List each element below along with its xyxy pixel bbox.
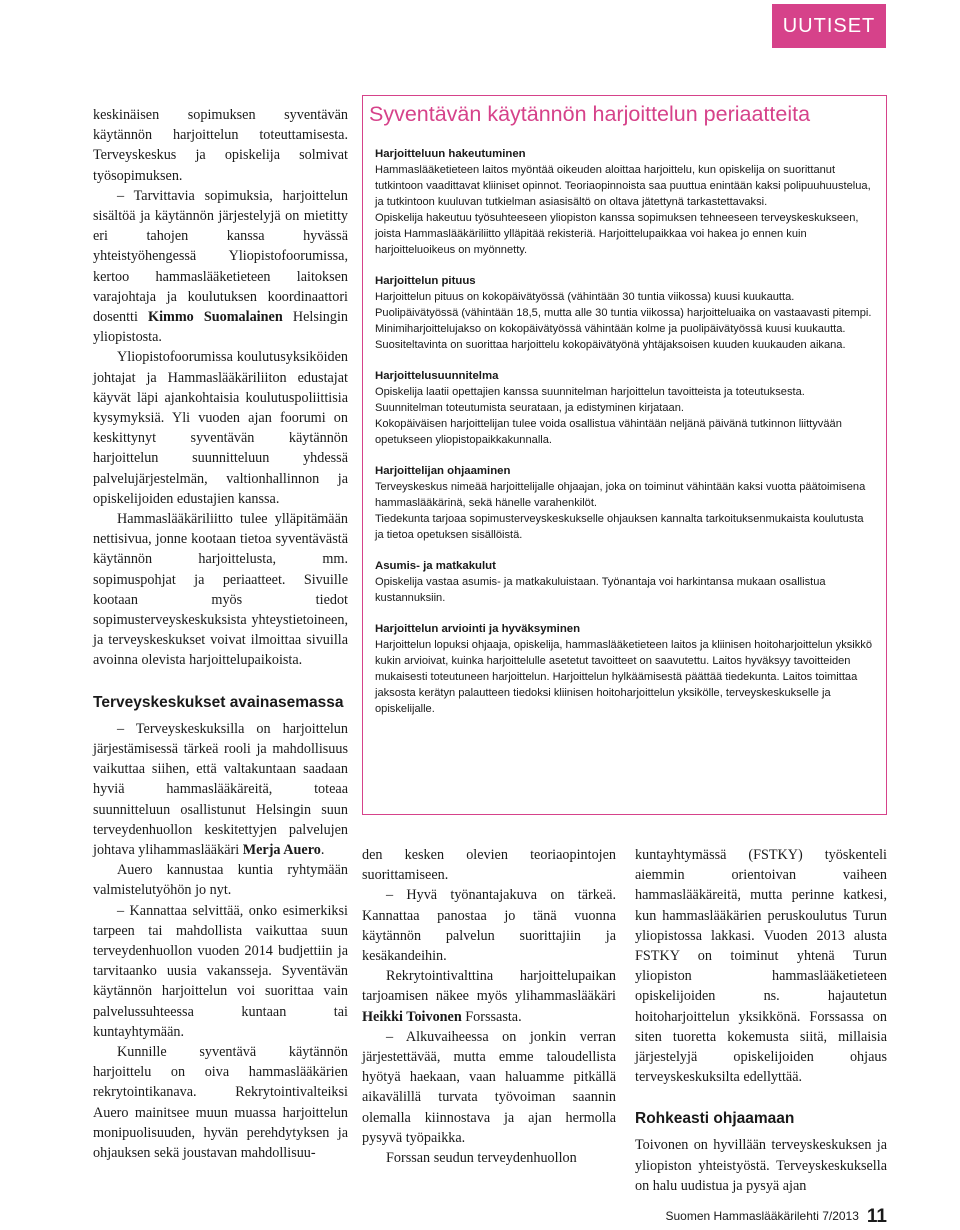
info-section-heading: Harjoitteluun hakeutuminen (375, 148, 526, 160)
info-section-heading: Harjoittelun pituus (375, 275, 476, 287)
info-paragraph: Opiskelija hakeutuu työsuhteeseen yliopiston kanssa sopimuksen tehneeseen terveyskeskukseen, joista Hammaslääkäriliitto ylläpitää rekisteriä. Harjoittelupaikkaa voi hakea jo ennen kuin harjoitteluoikeus on myönnetty. (375, 212, 859, 256)
paragraph: Forssan seudun terveydenhuollon (386, 1150, 577, 1167)
info-section (375, 146, 875, 258)
paragraph: kuntayhtymässä (FSTKY) työskenteli aiemmin orientoivan vaiheen hammaslääkäreitä, mutta perinne katkesi, kun hammaslääkärien peruskoulutus Turun yliopistossa lakkasi. Vuoden 2013 alusta FSTKY on toiminut yhtenä Turun yliopiston hammaslääketieteen opiskelijoiden ns. hajautetun hoitoharjoittelun yksikkönä. Forssassa on siten tuoretta kokemusta siitä, millaisia järjestelyjä opiskelijoiden ohjaus terveyskeskuksilta edellyttää. (635, 847, 887, 1086)
info-box-title: Syventävän käytännön harjoittelun periaatteita (369, 102, 811, 126)
info-paragraph: Harjoittelun lopuksi ohjaaja, opiskelija, hammaslääketieteen laitos ja kliinisen hoitoharjoittelun yksikkö kukin arvioivat, kuinka harjoittelulle asetetut tavoitteet on saavutettu. Laitos hyväksyy tavoitteiden mukaisesti toteutuneen harjoittelun. Harjoittelun hylkäämisestä päättää tiedekunta. Laitos toimittaa jaksosta kerätyn palautteen tiedoksi kliinisen hoitoharjoittelun yksikölle, terveyskeskukselle ja opiskelijalle. (375, 639, 873, 715)
info-section (375, 463, 875, 543)
info-paragraph: Opiskelija vastaa asumis- ja matkakuluistaan. Työnantaja voi harkintansa mukaan osallistua kustannuksiin. (375, 576, 826, 604)
paragraph: keskinäisen sopimuksen syventävän käytännön harjoittelun toteuttamisesta. Terveyskeskus ja opiskelija solmivat työsopimuksen. (93, 107, 348, 184)
subheading: Terveyskeskukset avainasemassa (93, 693, 344, 711)
info-paragraph: Opiskelija laatii opettajien kanssa suunnitelman harjoittelun tavoitteista ja toteutuksesta. Suunnitelman toteutumista seurataan, ja edistyminen kirjataan. (375, 386, 805, 414)
person-name: Merja Auero (242, 841, 321, 858)
paragraph: Toivonen on hyvillään terveyskeskuksen ja yliopiston yhteistyöstä. Terveyskeskuksella on halu uudistua ja pysyä ajan (635, 1137, 887, 1194)
info-section (375, 621, 875, 717)
article-column-3 (635, 845, 887, 1196)
paragraph: Yliopistofoorumissa koulutusyksiköiden johtajat ja Hammaslääkäriliiton edustajat käyvät läpi ajankohtaisia koulutuspoliittisia kysymyksiä. Yli vuoden ajan foorumi on keskittynyt syventävän käytännön harjoittelun suunnitteluun yhdessä palvelujärjestelmän, valtionhallinnon ja opiskelijoiden edustajien kanssa. (93, 349, 348, 507)
info-section (375, 368, 875, 448)
info-paragraph: Tiedekunta tarjoaa sopimusterveyskeskukselle ohjauksen kannalta tarkoituksenmukaista koulutusta ja tietoa opetuksen sisällöistä. (375, 513, 864, 541)
text: Forssasta. (461, 1008, 522, 1025)
article-column-2 (362, 845, 616, 1168)
paragraph: – Kannattaa selvittää, onko esimerkiksi tarpeen tai mahdollista vaikuttaa suun terveydenhuollon vuoden 2014 budjettiin ja tarvitaanko uusia vakansseja. Syventävän käytännön harjoittelun voi suorittaa vain palvelussuhteessa kuntaan tai kuntayhtymään. (93, 902, 348, 1040)
section-tag: UUTISET (772, 4, 886, 48)
info-box (362, 95, 887, 815)
info-paragraph: Minimiharjoittelujakso on kokopäivätyössä vähintään kolme ja puolipäivätyössä kuusi kuukautta. Suositeltavinta on suorittaa harjoittelu kokopäivätyönä yhtäjaksoisen kuuden kuukauden aikana. (375, 323, 846, 351)
paragraph (362, 966, 616, 1027)
info-section-heading: Harjoittelijan ohjaaminen (375, 465, 511, 477)
person-name: Kimmo Suomalainen (148, 309, 283, 326)
paragraph: Hammaslääkäriliitto tulee ylläpitämään nettisivua, jonne kootaan tietoa syventävästä käytännön harjoittelusta, mm. sopimuspohjat ja periaatteet. Sivuille kootaan myös tiedot sopimusterveyskeskuksista yhteystietoineen, ja terveyskeskukset voivat ilmoittaa sivuilla avoinna olevista harjoittelupaikoista. (93, 511, 348, 669)
page-footer (665, 1206, 887, 1228)
article-column-1 (93, 105, 348, 1163)
subheading: Rohkeasti ohjaamaan (635, 1110, 795, 1128)
info-section (375, 558, 875, 606)
info-box-content (375, 146, 875, 732)
paragraph: den kesken olevien teoriaopintojen suorittamiseen. (362, 847, 616, 884)
text: – Terveyskeskuksilla on harjoittelun järjestämisessä tärkeä rooli ja mahdollisuus vaikuttaa siihen, että valtakuntaan saadaan hyviä hammaslääkäreitä, toteaa suunnitteluun osallistunut Helsingin suun terveydenhuollon keskitettyjen palvelujen johtava ylihammaslääkäri (93, 720, 348, 858)
info-section-heading: Asumis- ja matkakulut (375, 560, 496, 572)
info-paragraph: Harjoittelun pituus on kokopäivätyössä (vähintään 30 tuntia viikossa) kuusi kuukautta. Puolipäivätyössä (vähintään 18,5, mutta alle 30 tuntia viikossa) harjoitteluaika on vastaavasti pitempi. (375, 291, 872, 319)
info-section-heading: Harjoittelusuunnitelma (375, 370, 499, 382)
text: Helsingin yliopistosta. (93, 309, 348, 346)
person-name: Heikki Toivonen (362, 1008, 462, 1025)
paragraph: – Hyvä työnantajakuva on tärkeä. Kannattaa panostaa jo tänä vuonna käytännön palvelun suorittajiin ja kesäkandeihin. (362, 887, 616, 965)
paragraph (93, 186, 348, 348)
paragraph: Auero kannustaa kuntia ryhtymään valmistelutyöhön jo nyt. (93, 862, 348, 899)
info-section (375, 273, 875, 353)
info-paragraph: Terveyskeskus nimeää harjoittelijalle ohjaajan, joka on toiminut vähintään kaksi vuotta päätoimisena hammaslääkärinä, sekä hänelle varahenkilöt. (375, 481, 866, 509)
text: – Tarvittavia sopimuksia, harjoittelun sisältöä ja käytännön järjestelyjä on mietitty eri tahojen kanssa hyvässä yhteistyöhengessä Yliopistofoorumissa, kertoo hammaslääketieteen laitoksen varajohtaja ja koulutuksen koordinaattori dosentti (93, 187, 348, 326)
paragraph: Kunnille syventävä käytännön harjoittelu on oiva hammaslääkärien rekrytointikanava. Rekrytointivalteiksi Auero mainitsee muun muassa harjoittelun monipuolisuuden, hyvän perehdytyksen ja ohjauksen sekä joustavan mahdollisuu- (93, 1043, 348, 1161)
text: . (320, 841, 325, 858)
info-section-heading: Harjoittelun arviointi ja hyväksyminen (375, 623, 581, 635)
paragraph (93, 719, 348, 860)
info-paragraph: Kokopäiväisen harjoittelijan tulee voida osallistua vähintään neljänä päivänä tutkinnon liittyvään opetukseen yliopistopaikkakunnalla. (375, 418, 842, 446)
paragraph: – Alkuvaiheessa on jonkin verran järjestettävää, mutta emme taloudellista hyötyä haekaan, vaan haluamme pitkällä aikavälillä turvata työvoiman saannin olemalla kiinnostava ja ajan hermolla pysyvä työpaikka. (362, 1028, 616, 1146)
info-paragraph: Hammaslääketieteen laitos myöntää oikeuden aloittaa harjoittelu, kun opiskelija on suorittanut tutkintoon vaadittavat kliiniset opinnot. Teoriaopinnoista saa puuttua enintään kaksi polipuuhuustelua, ja tutkintoon kuuluvan tutkielman asiasisältö on oltava jätettynä tarkastettavaksi. (375, 164, 871, 208)
publication-name: Suomen Hammaslääkärilehti 7/2013 (665, 1209, 859, 1223)
page-number: 11 (866, 1206, 887, 1227)
text: Rekrytointivalttina harjoittelupaikan tarjoamisen näkee myös ylihammaslääkäri (362, 968, 616, 1005)
